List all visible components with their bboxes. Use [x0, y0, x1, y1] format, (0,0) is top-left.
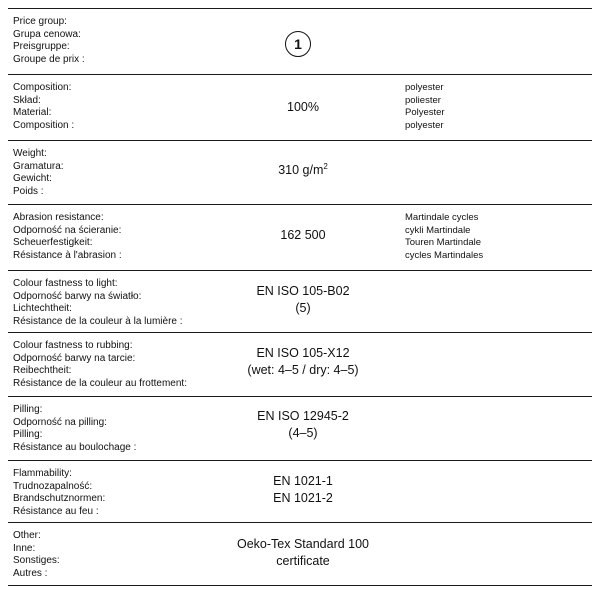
weight-number: 310 g/m [278, 163, 324, 177]
value-line: 100% [287, 100, 319, 114]
light-fastness-labels [13, 278, 183, 328]
note-pl: poliester [405, 94, 441, 106]
other-labels [13, 530, 60, 580]
flammability-row [8, 460, 592, 522]
pilling-row [8, 396, 592, 460]
label-fr: Résistance de la couleur au frottement: [13, 377, 187, 389]
price-group-badge: 1 [285, 31, 311, 57]
label-en: Other: [13, 530, 41, 541]
composition-labels [13, 82, 74, 132]
rubbing-fastness-row [8, 332, 592, 396]
label-pl: Gramatura: [13, 160, 64, 172]
spec-sheet [8, 8, 592, 586]
label-en: Abrasion resistance: [13, 212, 104, 223]
label-de: Sonstiges: [13, 555, 60, 567]
label-pl: Trudnozapalność: [13, 480, 93, 492]
value-line: certificate [276, 554, 330, 568]
note-fr: cycles Martindales [405, 249, 484, 261]
label-fr: Composition : [13, 119, 75, 131]
composition-notes [405, 82, 445, 132]
label-pl: Odporność barwy na światło: [13, 290, 142, 302]
weight-unit-exponent: 2 [323, 161, 328, 171]
note-en: polyester [405, 82, 444, 93]
weight-row [8, 140, 592, 204]
value-line: (wet: 4–5 / dry: 4–5) [247, 363, 359, 377]
label-de: Gewicht: [13, 173, 52, 185]
pilling-value [213, 408, 393, 442]
label-fr: Résistance au boulochage : [13, 441, 137, 453]
label-de: Scheuerfestigkeit: [13, 237, 93, 249]
value-line: EN ISO 12945-2 [257, 409, 349, 423]
label-en: Colour fastness to light: [13, 278, 118, 289]
label-fr: Résistance à l'abrasion : [13, 249, 122, 261]
label-pl: Odporność na pilling: [13, 416, 107, 428]
note-pl: cykli Martindale [405, 224, 471, 236]
abrasion-labels [13, 212, 122, 262]
note-de: Touren Martindale [405, 237, 482, 249]
light-fastness-value [213, 283, 393, 317]
abrasion-value [213, 227, 393, 244]
other-value [213, 536, 393, 570]
label-en: Composition: [13, 82, 72, 93]
rubbing-fastness-labels [13, 340, 187, 390]
label-de: Lichtechtheit: [13, 303, 72, 315]
label-en: Price group: [13, 16, 67, 27]
flammability-labels [13, 468, 105, 518]
label-pl: Odporność na ścieranie: [13, 224, 122, 236]
label-en: Colour fastness to rubbing: [13, 340, 133, 351]
value-line [213, 162, 393, 179]
light-fastness-row [8, 270, 592, 332]
value-line: Oeko-Tex Standard 100 [236, 537, 370, 551]
note-fr: polyester [405, 119, 444, 131]
value-line: EN 1021-2 [273, 491, 333, 505]
label-de: Reibechtheit: [13, 365, 72, 377]
label-en: Flammability: [13, 468, 72, 479]
weight-labels [13, 148, 64, 198]
value-line: EN ISO 105-B02 [256, 284, 350, 298]
value-line: EN 1021-1 [273, 474, 333, 488]
value-line: 162 500 [280, 228, 326, 242]
label-de: Material: [13, 107, 52, 119]
label-fr: Résistance de la couleur à la lumière : [13, 315, 183, 327]
label-pl: Odporność barwy na tarcie: [13, 352, 136, 364]
flammability-value [213, 473, 393, 507]
label-pl: Grupa cenowa: [13, 28, 81, 40]
composition-value [213, 99, 393, 116]
label-en: Weight: [13, 148, 47, 159]
label-de: Preisgruppe: [13, 41, 70, 53]
abrasion-notes [405, 212, 483, 262]
note-en: Martindale cycles [405, 212, 479, 223]
pilling-labels [13, 404, 136, 454]
label-fr: Poids : [13, 185, 44, 197]
price-group-row [8, 8, 592, 74]
price-group-labels [13, 16, 85, 66]
note-de: Polyester [405, 107, 445, 119]
label-de: Pilling: [13, 429, 43, 441]
value-line: EN ISO 105-X12 [256, 346, 350, 360]
rubbing-fastness-value [213, 345, 393, 379]
value-line: (4–5) [288, 426, 318, 440]
label-pl: Skład: [13, 94, 41, 106]
label-fr: Groupe de prix : [13, 53, 85, 65]
composition-row [8, 74, 592, 140]
label-pl: Inne: [13, 542, 36, 554]
label-en: Pilling: [13, 404, 43, 415]
value-line: (5) [295, 301, 311, 315]
weight-value [213, 162, 393, 179]
abrasion-row [8, 204, 592, 270]
other-row [8, 522, 592, 586]
label-de: Brandschutznormen: [13, 493, 106, 505]
label-fr: Autres : [13, 567, 48, 579]
label-fr: Résistance au feu : [13, 505, 99, 517]
